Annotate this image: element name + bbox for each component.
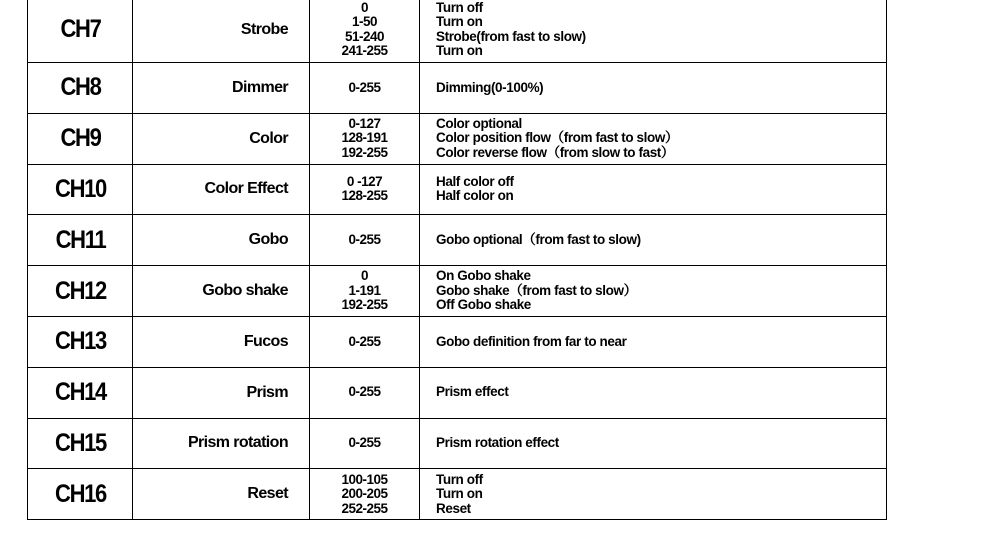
dmx-value-cell bbox=[310, 367, 420, 418]
description-cell bbox=[420, 367, 887, 418]
dmx-value-range: 241-255 bbox=[341, 43, 388, 58]
description-cell bbox=[420, 164, 887, 215]
description-line: Half color on bbox=[436, 188, 514, 204]
channel-row bbox=[28, 164, 887, 215]
description-cell bbox=[420, 63, 887, 114]
description-line: Color position flow（from fast to slow） bbox=[436, 130, 679, 146]
channel-number: CH14 bbox=[34, 367, 126, 418]
description-line: Prism rotation effect bbox=[436, 435, 559, 451]
description-line: Turn off bbox=[436, 471, 483, 487]
channel-number: CH15 bbox=[34, 418, 126, 469]
channel-row bbox=[28, 418, 887, 469]
description-line: Dimming(0-100%) bbox=[436, 79, 544, 95]
dmx-value-range: 128-255 bbox=[341, 188, 388, 204]
dmx-channel-table bbox=[27, 0, 887, 520]
description-cell bbox=[420, 113, 887, 164]
channel-row bbox=[28, 113, 887, 164]
dmx-value-range: 0-255 bbox=[348, 435, 381, 451]
dmx-value-range: 0 -127 bbox=[346, 173, 383, 189]
dmx-value-range: 192-255 bbox=[341, 297, 388, 313]
dmx-value-cell bbox=[310, 418, 420, 469]
channel-row bbox=[28, 266, 887, 317]
channel-function: Gobo shake bbox=[133, 266, 310, 317]
dmx-value-range: 0 bbox=[360, 0, 368, 15]
dmx-value-range: 51-240 bbox=[344, 28, 385, 44]
description-line: Turn on bbox=[436, 43, 483, 58]
description-line: Gobo optional（from fast to slow) bbox=[436, 232, 641, 248]
channel-number: CH9 bbox=[34, 113, 126, 164]
description-line: Reset bbox=[436, 500, 471, 516]
dmx-table-body bbox=[28, 0, 887, 520]
channel-number: CH16 bbox=[34, 469, 126, 520]
dmx-value-cell bbox=[310, 215, 420, 266]
description-line: Prism effect bbox=[436, 384, 509, 400]
description-cell bbox=[420, 469, 887, 520]
channel-function: Prism rotation bbox=[133, 418, 310, 469]
channel-function: Color bbox=[133, 113, 310, 164]
description-cell bbox=[420, 266, 887, 317]
channel-function: Fucos bbox=[133, 316, 310, 367]
dmx-value-range: 0 bbox=[360, 268, 368, 284]
description-line: Off Gobo shake bbox=[436, 297, 531, 313]
channel-row bbox=[28, 63, 887, 114]
description-line: Gobo shake（from fast to slow） bbox=[436, 282, 637, 298]
dmx-value-range: 128-191 bbox=[341, 130, 388, 146]
channel-function: Gobo bbox=[133, 215, 310, 266]
dmx-value-cell bbox=[310, 164, 420, 215]
dmx-value-range: 1-191 bbox=[348, 282, 381, 298]
channel-function: Color Effect bbox=[133, 164, 310, 215]
channel-function: Strobe bbox=[133, 0, 310, 63]
channel-function: Prism bbox=[133, 367, 310, 418]
channel-number: CH12 bbox=[34, 266, 126, 317]
dmx-value-cell bbox=[310, 63, 420, 114]
channel-row bbox=[28, 469, 887, 520]
channel-row bbox=[28, 215, 887, 266]
dmx-value-range: 100-105 bbox=[341, 471, 388, 487]
description-line: Turn on bbox=[436, 14, 483, 29]
channel-number: CH10 bbox=[34, 164, 126, 215]
dmx-value-range: 1-50 bbox=[351, 14, 378, 29]
dmx-value-range: 0-255 bbox=[348, 232, 381, 248]
description-cell bbox=[420, 0, 887, 63]
channel-number: CH11 bbox=[34, 215, 126, 266]
dmx-value-cell bbox=[310, 0, 420, 63]
dmx-value-range: 200-205 bbox=[341, 486, 388, 502]
dmx-value-range: 192-255 bbox=[341, 144, 388, 160]
dmx-value-range: 0-127 bbox=[348, 115, 381, 131]
description-line: Gobo definition from far to near bbox=[436, 333, 627, 349]
description-line: Turn off bbox=[436, 0, 483, 15]
dmx-value-range: 252-255 bbox=[341, 500, 388, 516]
channel-row bbox=[28, 0, 887, 63]
dmx-value-cell bbox=[310, 113, 420, 164]
dmx-value-cell bbox=[310, 469, 420, 520]
channel-function: Reset bbox=[133, 469, 310, 520]
description-cell bbox=[420, 418, 887, 469]
channel-function: Dimmer bbox=[133, 63, 310, 114]
description-line: Strobe(from fast to slow) bbox=[436, 28, 586, 44]
dmx-value-range: 0-255 bbox=[348, 79, 381, 95]
dmx-value-cell bbox=[310, 266, 420, 317]
dmx-value-range: 0-255 bbox=[348, 384, 381, 400]
channel-row bbox=[28, 367, 887, 418]
channel-number: CH8 bbox=[34, 63, 126, 114]
description-line: Color reverse flow（from slow to fast） bbox=[436, 144, 674, 160]
description-line: Half color off bbox=[436, 173, 514, 189]
description-cell bbox=[420, 215, 887, 266]
description-cell bbox=[420, 316, 887, 367]
description-line: Turn on bbox=[436, 486, 483, 502]
description-line: Color optional bbox=[436, 115, 522, 131]
channel-row bbox=[28, 316, 887, 367]
dmx-value-cell bbox=[310, 316, 420, 367]
channel-number: CH13 bbox=[34, 316, 126, 367]
channel-number: CH7 bbox=[34, 0, 126, 63]
dmx-value-range: 0-255 bbox=[348, 333, 381, 349]
description-line: On Gobo shake bbox=[436, 268, 531, 284]
